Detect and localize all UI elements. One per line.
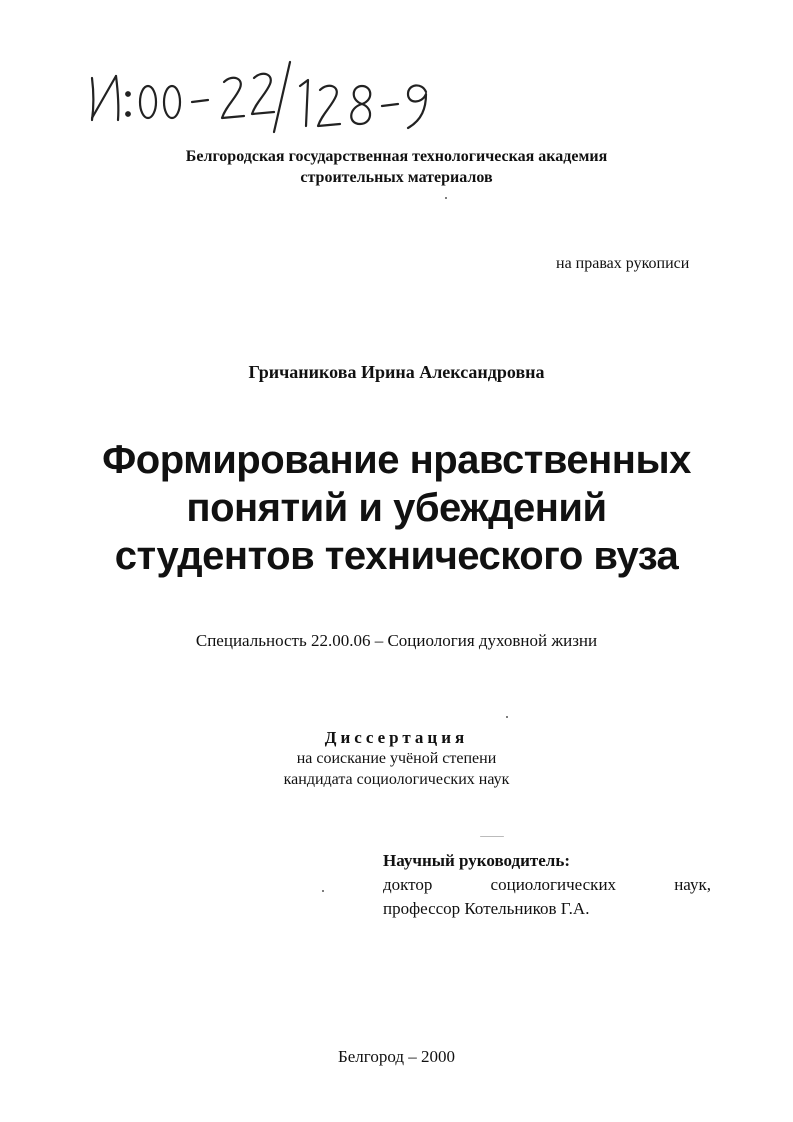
institution-line-2: строительных материалов [300,169,493,186]
manuscript-rights-note: на правах рукописи [556,255,690,272]
supervisor-heading: Научный руководитель: [383,851,570,870]
supervisor-name-line: профессор Котельников Г.А. [383,899,590,918]
degree-word-1: доктор [383,875,433,894]
institution-line-1: Белгородская государственная технологическая академия [185,148,608,165]
dissertation-block [0,727,793,790]
degree-purpose-line-2: кандидата социологических наук [283,771,510,788]
supervisor-degree-line [383,873,711,897]
dissertation-word: Диссертация [324,728,469,747]
title-line-2: понятий и убеждений [186,486,607,530]
title-line-1: Формирование нравственных [102,438,691,482]
city-year: Белгород – 2000 [338,1047,455,1066]
scan-speck [480,836,504,837]
dissertation-title [0,436,793,580]
institution-name [0,146,793,188]
degree-purpose-line-1: на соискание учёной степени [296,750,497,767]
degree-word-3: наук, [674,875,711,894]
scan-speck [506,716,508,718]
handwritten-registration-mark [86,56,436,136]
supervisor-block [383,849,711,921]
scan-speck [322,890,324,892]
title-line-3: студентов технического вуза [114,534,679,578]
author-name: Гричаникова Ирина Александровна [248,362,545,382]
scan-speck [445,197,447,199]
specialty-line: Специальность 22.00.06 – Социология духовной жизни [195,631,598,650]
degree-word-2: социологических [490,875,617,894]
